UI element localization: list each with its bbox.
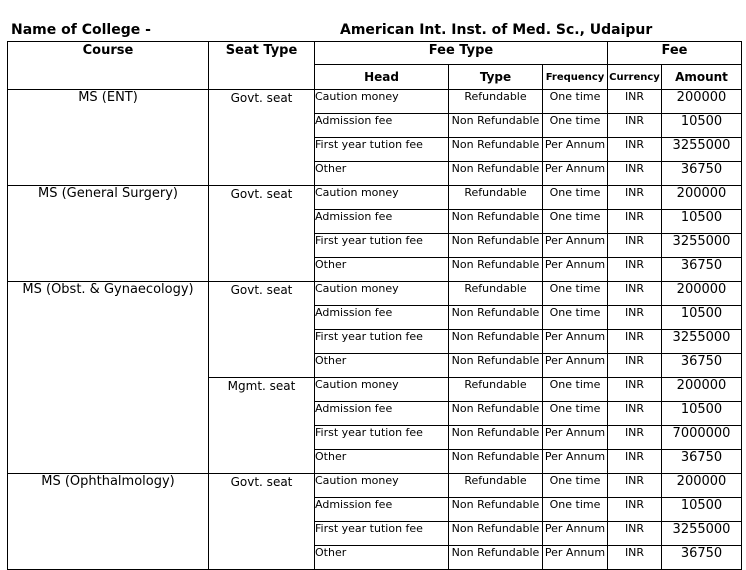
course-cell: MS (ENT) [8,90,209,186]
fee-type-cell: Refundable [449,186,543,210]
fee-currency-cell: INR [608,402,662,426]
fee-amount-cell: 36750 [662,162,742,186]
fee-currency-cell: INR [608,450,662,474]
fee-frequency-cell: One time [543,186,608,210]
header-fee: Fee [608,42,742,65]
fee-type-cell: Non Refundable [449,210,543,234]
fee-frequency-cell: Per Annum [543,546,608,570]
fee-type-cell: Non Refundable [449,426,543,450]
fee-currency-cell: INR [608,258,662,282]
fee-type-cell: Non Refundable [449,354,543,378]
header-currency: Currency [608,65,662,90]
fee-frequency-cell: Per Annum [543,426,608,450]
fee-amount-cell: 10500 [662,306,742,330]
fee-head-cell: Caution money [315,186,449,210]
fee-head-cell: First year tution fee [315,330,449,354]
course-cell: MS (Obst. & Gynaecology) [8,282,209,474]
course-cell: MS (General Surgery) [8,186,209,282]
fee-table [7,41,742,570]
fee-head-cell: Caution money [315,474,449,498]
fee-amount-cell: 200000 [662,186,742,210]
fee-frequency-cell: One time [543,90,608,114]
fee-head-cell: First year tution fee [315,522,449,546]
fee-frequency-cell: Per Annum [543,234,608,258]
fee-frequency-cell: Per Annum [543,258,608,282]
seat-type-cell: Mgmt. seat [209,378,315,474]
fee-amount-cell: 10500 [662,498,742,522]
fee-frequency-cell: One time [543,210,608,234]
fee-frequency-cell: Per Annum [543,162,608,186]
fee-head-cell: First year tution fee [315,234,449,258]
fee-currency-cell: INR [608,90,662,114]
college-label: Name of College - [11,22,151,38]
fee-type-cell: Refundable [449,474,543,498]
fee-currency-cell: INR [608,378,662,402]
fee-currency-cell: INR [608,498,662,522]
fee-head-cell: Admission fee [315,114,449,138]
fee-head-cell: Caution money [315,90,449,114]
fee-type-cell: Non Refundable [449,450,543,474]
fee-frequency-cell: Per Annum [543,330,608,354]
seat-type-cell: Govt. seat [209,90,315,186]
fee-type-cell: Non Refundable [449,546,543,570]
fee-frequency-cell: One time [543,114,608,138]
fee-currency-cell: INR [608,186,662,210]
fee-amount-cell: 10500 [662,402,742,426]
fee-amount-cell: 36750 [662,354,742,378]
fee-type-cell: Non Refundable [449,498,543,522]
fee-type-cell: Non Refundable [449,330,543,354]
fee-frequency-cell: Per Annum [543,450,608,474]
fee-frequency-cell: One time [543,402,608,426]
fee-currency-cell: INR [608,546,662,570]
fee-type-cell: Non Refundable [449,138,543,162]
fee-currency-cell: INR [608,306,662,330]
fee-currency-cell: INR [608,234,662,258]
fee-head-cell: First year tution fee [315,138,449,162]
fee-frequency-cell: One time [543,498,608,522]
table-row [8,90,742,114]
fee-currency-cell: INR [608,330,662,354]
fee-frequency-cell: One time [543,378,608,402]
fee-type-cell: Non Refundable [449,234,543,258]
fee-amount-cell: 3255000 [662,234,742,258]
fee-type-cell: Non Refundable [449,114,543,138]
table-row [8,186,742,210]
fee-frequency-cell: Per Annum [543,138,608,162]
fee-head-cell: First year tution fee [315,426,449,450]
fee-amount-cell: 3255000 [662,138,742,162]
course-cell: MS (Ophthalmology) [8,474,209,570]
fee-type-cell: Non Refundable [449,162,543,186]
fee-currency-cell: INR [608,282,662,306]
fee-amount-cell: 10500 [662,114,742,138]
fee-currency-cell: INR [608,522,662,546]
header-head: Head [315,65,449,90]
fee-head-cell: Other [315,162,449,186]
fee-amount-cell: 3255000 [662,522,742,546]
fee-currency-cell: INR [608,426,662,450]
fee-type-cell: Non Refundable [449,402,543,426]
fee-type-cell: Refundable [449,90,543,114]
fee-amount-cell: 200000 [662,282,742,306]
fee-currency-cell: INR [608,354,662,378]
header-amount: Amount [662,65,742,90]
fee-amount-cell: 200000 [662,474,742,498]
header-seat-type: Seat Type [209,42,315,90]
fee-head-cell: Admission fee [315,306,449,330]
fee-currency-cell: INR [608,138,662,162]
seat-type-cell: Govt. seat [209,474,315,570]
fee-head-cell: Caution money [315,282,449,306]
fee-amount-cell: 200000 [662,378,742,402]
fee-amount-cell: 10500 [662,210,742,234]
fee-amount-cell: 3255000 [662,330,742,354]
seat-type-cell: Govt. seat [209,186,315,282]
table-row [8,282,742,306]
fee-frequency-cell: One time [543,282,608,306]
table-row [8,474,742,498]
fee-type-cell: Refundable [449,378,543,402]
fee-type-cell: Non Refundable [449,306,543,330]
fee-amount-cell: 200000 [662,90,742,114]
fee-head-cell: Admission fee [315,402,449,426]
fee-head-cell: Admission fee [315,498,449,522]
header-frequency: Frequency [543,65,608,90]
fee-frequency-cell: One time [543,306,608,330]
fee-head-cell: Other [315,258,449,282]
fee-head-cell: Other [315,450,449,474]
fee-amount-cell: 7000000 [662,426,742,450]
fee-head-cell: Admission fee [315,210,449,234]
fee-type-cell: Non Refundable [449,522,543,546]
fee-currency-cell: INR [608,114,662,138]
fee-frequency-cell: One time [543,474,608,498]
fee-head-cell: Other [315,354,449,378]
fee-currency-cell: INR [608,162,662,186]
fee-frequency-cell: Per Annum [543,522,608,546]
header-type: Type [449,65,543,90]
seat-type-cell: Govt. seat [209,282,315,378]
fee-currency-cell: INR [608,210,662,234]
header-fee-type: Fee Type [315,42,608,65]
college-name: American Int. Inst. of Med. Sc., Udaipur [340,22,653,38]
fee-amount-cell: 36750 [662,450,742,474]
fee-amount-cell: 36750 [662,258,742,282]
fee-table-body [8,90,742,570]
fee-type-cell: Non Refundable [449,258,543,282]
fee-currency-cell: INR [608,474,662,498]
fee-head-cell: Caution money [315,378,449,402]
fee-type-cell: Refundable [449,282,543,306]
header-course: Course [8,42,209,90]
fee-amount-cell: 36750 [662,546,742,570]
fee-frequency-cell: Per Annum [543,354,608,378]
fee-head-cell: Other [315,546,449,570]
